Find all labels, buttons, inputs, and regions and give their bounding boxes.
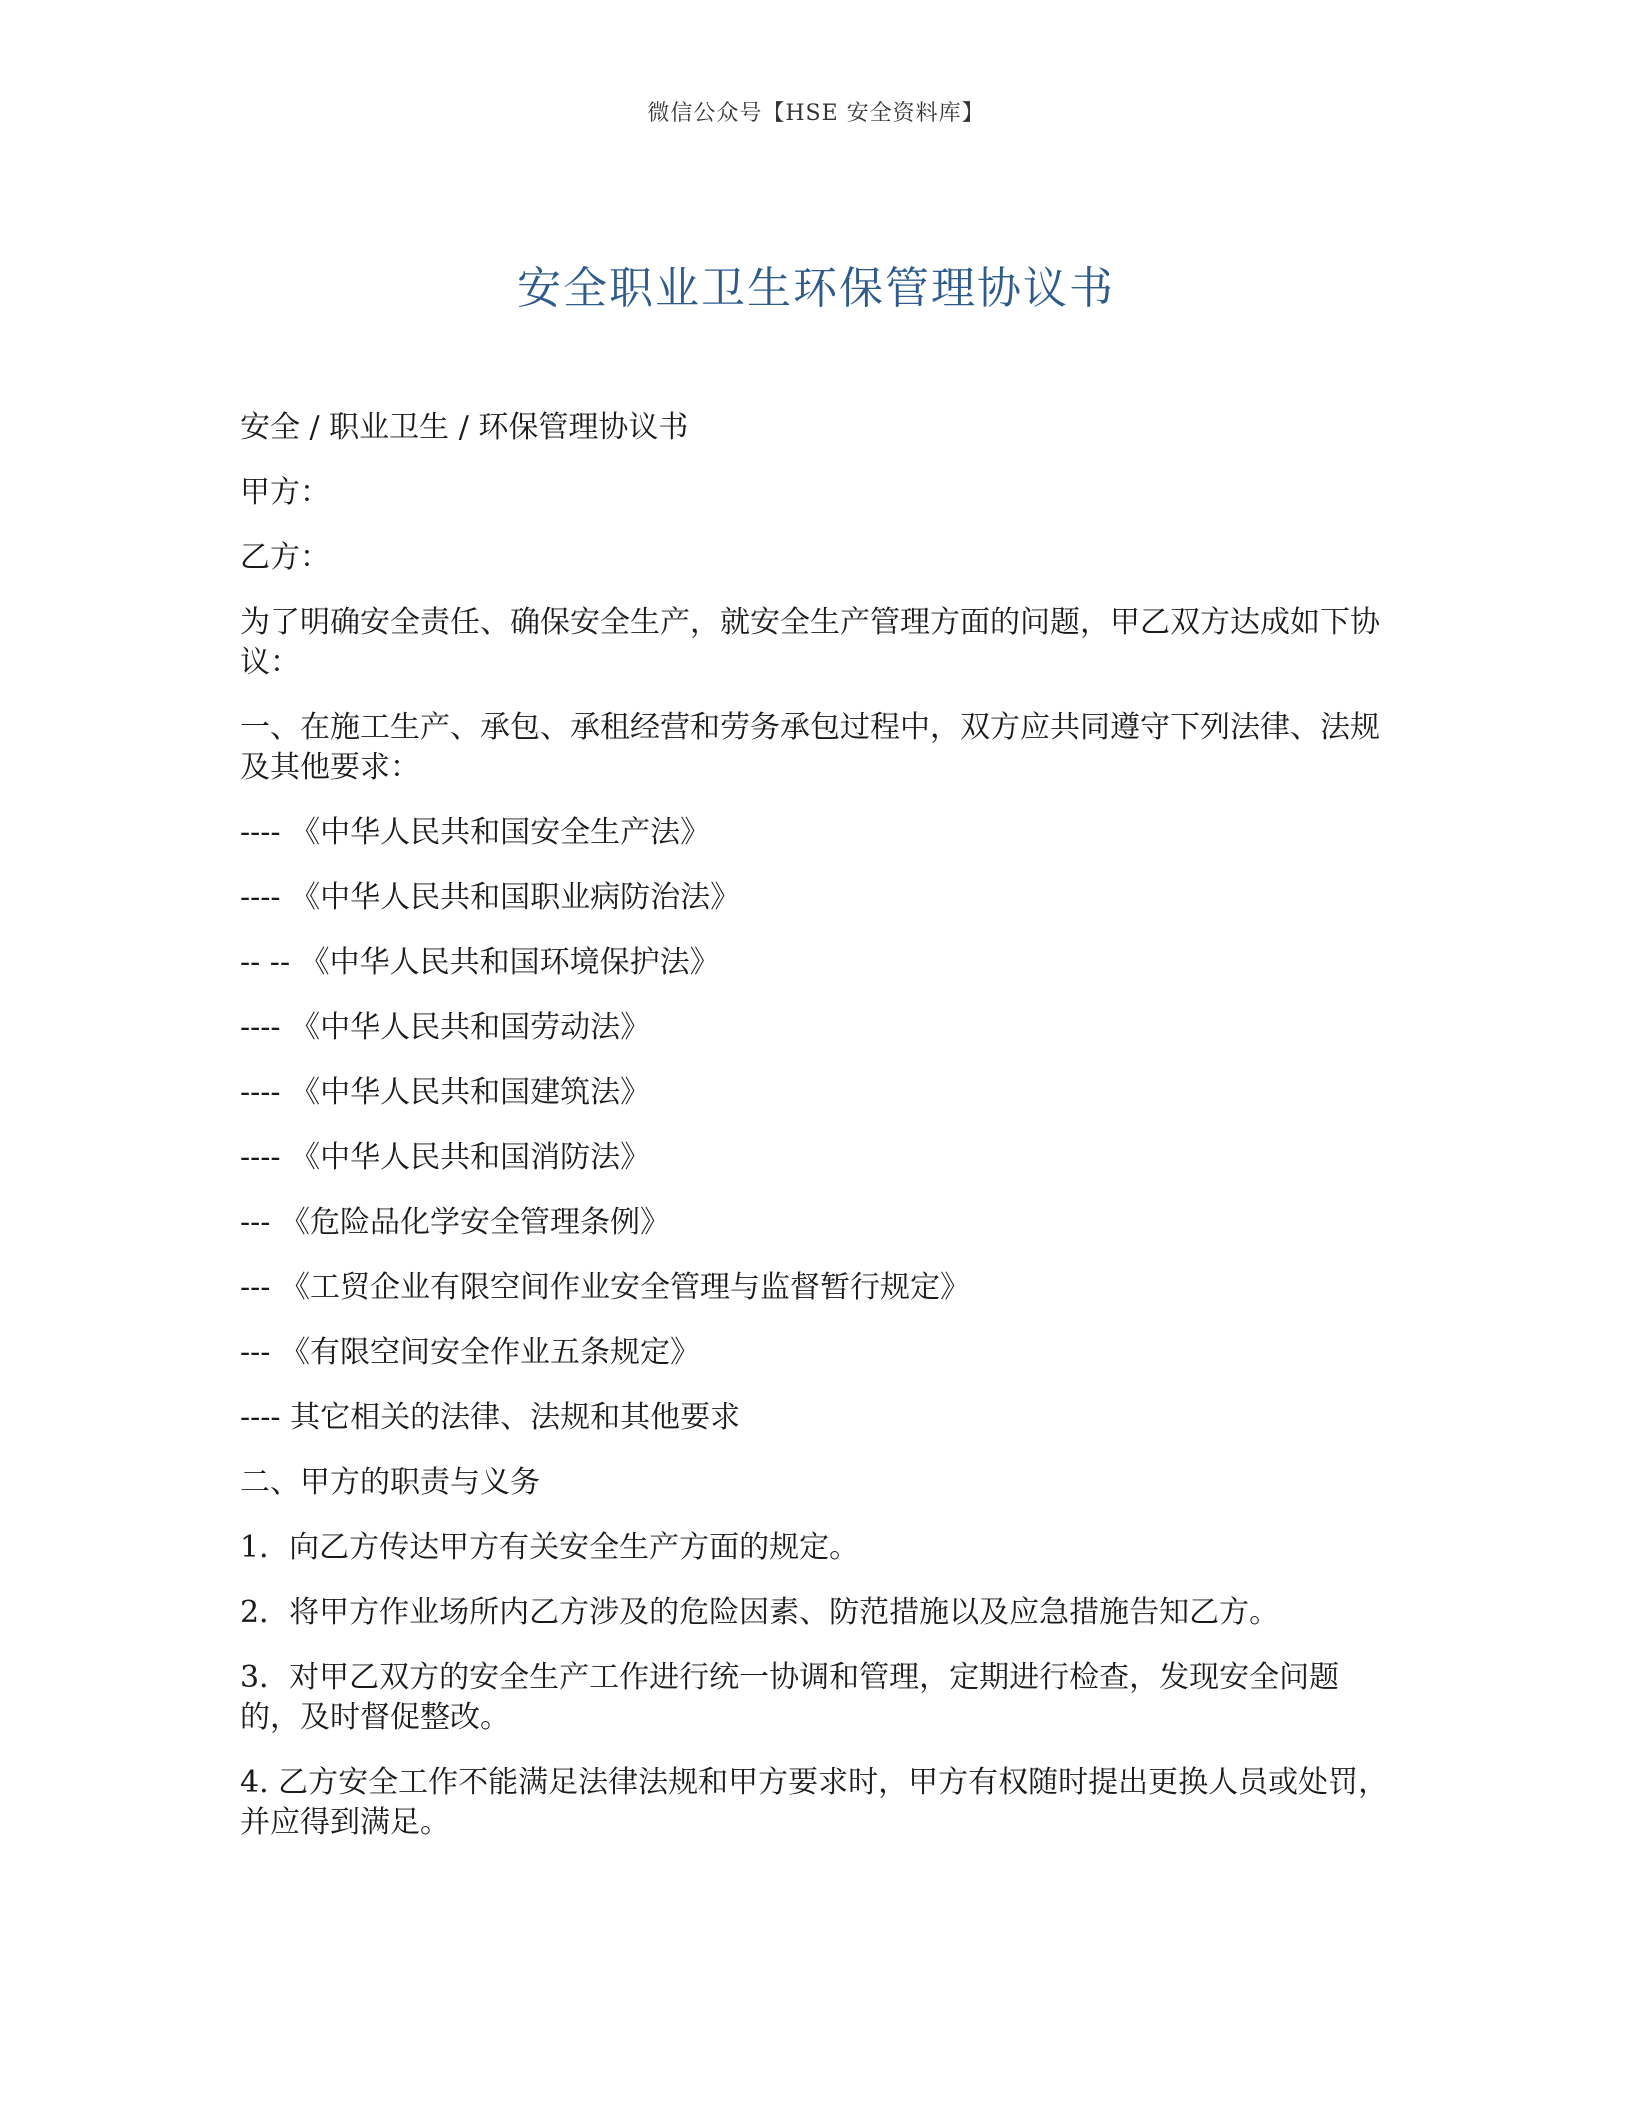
law-item: ---- 其它相关的法律、法规和其他要求 bbox=[240, 1400, 741, 1435]
law-item: ---- 《中华人民共和国消防法》 bbox=[240, 1140, 651, 1175]
paragraph-section-2: 二、甲方的职责与义务 bbox=[240, 1465, 540, 1500]
duty-item: 2．将甲方作业场所内乙方涉及的危险因素、防范措施以及应急措施告知乙方。 bbox=[240, 1595, 1280, 1630]
law-item: --- 《有限空间安全作业五条规定》 bbox=[240, 1335, 700, 1370]
page-header: 微信公众号【HSE 安全资料库】 bbox=[647, 101, 985, 126]
duty-item: 1．向乙方传达甲方有关安全生产方面的规定。 bbox=[240, 1530, 860, 1565]
paragraph-section-1: 一、在施工生产、承包、承租经营和劳务承包过程中，双方应共同遵守下列法律、法规及其他要求： bbox=[240, 710, 1380, 785]
paragraph-party-b: 乙方： bbox=[240, 540, 330, 575]
paragraph-subtitle: 安全 / 职业卫生 / 环保管理协议书 bbox=[240, 410, 689, 445]
law-item: --- 《工贸企业有限空间作业安全管理与监督暂行规定》 bbox=[240, 1270, 970, 1305]
law-item: ---- 《中华人民共和国建筑法》 bbox=[240, 1075, 651, 1110]
law-item: ---- 《中华人民共和国劳动法》 bbox=[240, 1010, 651, 1045]
paragraph-intro: 为了明确安全责任、确保安全生产，就安全生产管理方面的问题，甲乙双方达成如下协议： bbox=[240, 605, 1380, 680]
law-item: ---- 《中华人民共和国安全生产法》 bbox=[240, 815, 711, 850]
duty-item: 4. 乙方安全工作不能满足法律法规和甲方要求时，甲方有权随时提出更换人员或处罚，并应得到满足。 bbox=[240, 1765, 1389, 1840]
law-item: --- 《危险品化学安全管理条例》 bbox=[240, 1205, 670, 1240]
paragraph-party-a: 甲方： bbox=[240, 475, 330, 510]
document-body bbox=[240, 408, 1390, 1868]
law-item: -- -- 《中华人民共和国环境保护法》 bbox=[240, 945, 720, 980]
document-title: 安全职业卫生环保管理协议书 bbox=[517, 263, 1115, 314]
law-item: ---- 《中华人民共和国职业病防治法》 bbox=[240, 880, 741, 915]
duty-item: 3．对甲乙双方的安全生产工作进行统一协调和管理，定期进行检查，发现安全问题的，及时督促整改。 bbox=[240, 1660, 1340, 1735]
